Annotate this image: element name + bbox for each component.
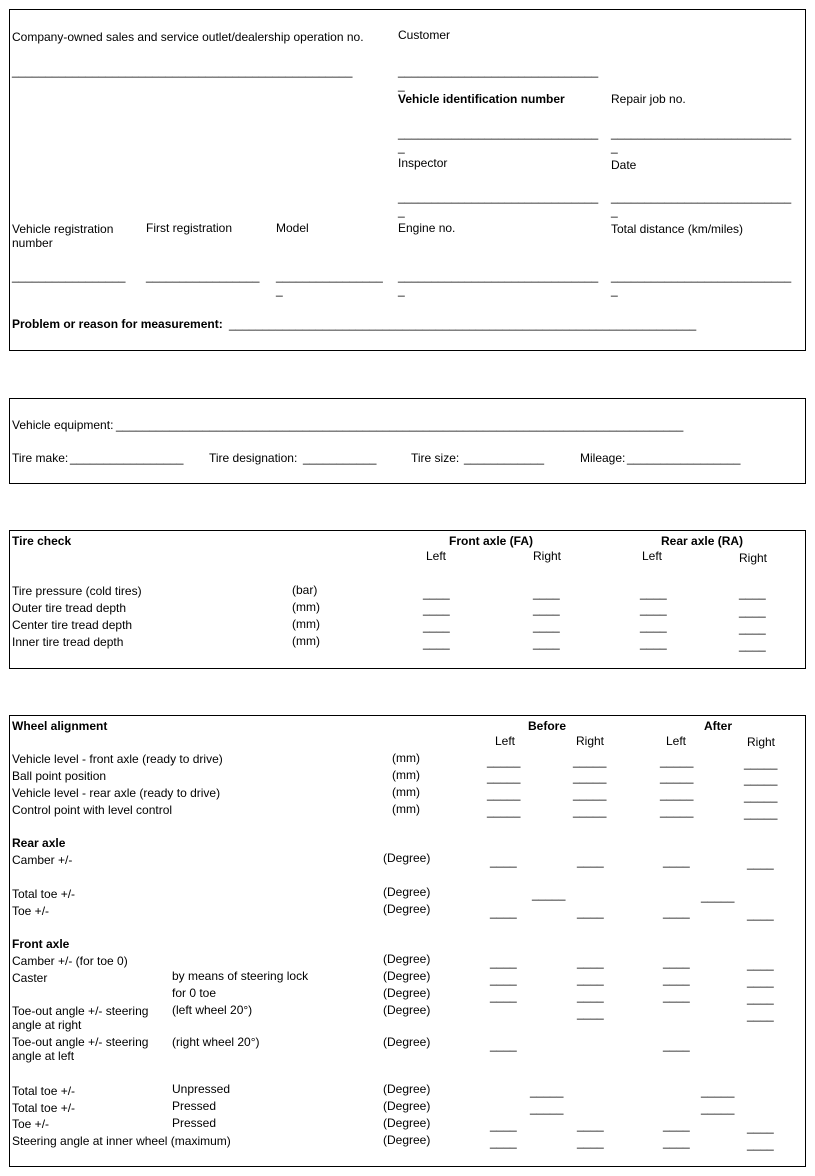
level-row-unit: (mm) (392, 768, 420, 782)
mileage-label: Mileage: (580, 451, 626, 465)
front-toe-field[interactable]: ____ (663, 1118, 690, 1132)
toe-out-left-unit: (Degree) (383, 1035, 431, 1049)
field-underline: _ (611, 204, 618, 218)
inspector-field[interactable]: ______________________________ (398, 190, 599, 204)
problem-field[interactable]: ______________________________________________________________________ (229, 317, 697, 331)
toe-out-left-line2: angle at left (12, 1049, 75, 1063)
rear-toe-field[interactable]: ____ (663, 905, 690, 919)
rear-camber-label: Camber +/- (12, 853, 73, 867)
tire-make-label: Tire make: (12, 451, 69, 465)
tire-row-unit: (bar) (292, 583, 318, 597)
outlet-field[interactable]: ___________________________________________________ (12, 64, 353, 78)
tire-value-field[interactable]: ____ (533, 586, 560, 600)
fa-left-header: Left (426, 549, 447, 563)
level-value-field[interactable]: _____ (660, 804, 694, 818)
level-value-field[interactable]: _____ (487, 787, 521, 801)
rear-total-toe-unit: (Degree) (383, 885, 431, 899)
tire-check-section (9, 530, 806, 669)
first-reg-field[interactable]: _________________ (146, 269, 260, 283)
tire-value-field[interactable]: ____ (640, 602, 667, 616)
caster-sub1-label: by means of steering lock (172, 969, 309, 983)
level-value-field[interactable]: _____ (660, 754, 694, 768)
inspector-label: Inspector (398, 156, 448, 170)
tire-row-label: Center tire tread depth (12, 618, 133, 632)
toe-out-right-unit: (Degree) (383, 1003, 431, 1017)
vin-field[interactable]: ______________________________ (398, 126, 599, 140)
caster-sub2-unit: (Degree) (383, 986, 431, 1000)
steering-angle-field[interactable]: ____ (577, 1135, 604, 1149)
caster-label: Caster (12, 971, 48, 985)
tire-row-label: Inner tire tread depth (12, 635, 124, 649)
tire-value-field[interactable]: ____ (533, 619, 560, 633)
ra-right-header: Right (739, 551, 768, 565)
wheel-alignment-title: Wheel alignment (12, 719, 108, 733)
total-toe-pressed-field[interactable]: _____ (530, 1101, 564, 1115)
vehicle-reg-label-line2: number (12, 236, 53, 250)
caster-sub2-label: for 0 toe (172, 986, 217, 1000)
repair-job-field[interactable]: ___________________________ (611, 126, 792, 140)
level-row-label: Ball point position (12, 769, 107, 783)
level-value-field[interactable]: _____ (660, 787, 694, 801)
tire-value-field[interactable]: ____ (533, 602, 560, 616)
field-underline: _ (398, 283, 405, 297)
first-reg-label: First registration (146, 221, 233, 235)
rear-toe-field[interactable]: ____ (577, 905, 604, 919)
toe-out-left-sub: (right wheel 20°) (172, 1035, 260, 1049)
equipment-section (9, 398, 806, 484)
tire-row-label: Tire pressure (cold tires) (12, 584, 142, 598)
field-underline: _ (611, 283, 618, 297)
level-value-field[interactable]: _____ (487, 804, 521, 818)
tire-row-label: Outer tire tread depth (12, 601, 127, 615)
front-camber-label: Camber +/- (for toe 0) (12, 954, 128, 968)
tire-row-unit: (mm) (292, 617, 320, 631)
level-value-field[interactable]: _____ (573, 754, 607, 768)
steering-angle-label: Steering angle at inner wheel (maximum) (12, 1134, 231, 1148)
date-field[interactable]: ___________________________ (611, 190, 792, 204)
vehicle-equipment-label: Vehicle equipment: (12, 418, 114, 432)
customer-field[interactable]: ______________________________ (398, 64, 599, 78)
toe-out-right-field[interactable]: ____ (747, 1008, 774, 1022)
field-underline: _ (398, 140, 405, 154)
rear-total-toe-field[interactable]: _____ (532, 887, 566, 901)
level-value-field[interactable]: _____ (660, 770, 694, 784)
rear-camber-field[interactable]: ____ (490, 854, 517, 868)
toe-out-right-sub: (left wheel 20°) (172, 1003, 253, 1017)
tire-value-field[interactable]: ____ (423, 636, 450, 650)
steering-angle-unit: (Degree) (383, 1133, 431, 1147)
vehicle-reg-label-line1: Vehicle registration (12, 222, 114, 236)
tire-value-field[interactable]: ____ (423, 619, 450, 633)
rear-camber-unit: (Degree) (383, 851, 431, 865)
front-toe-field[interactable]: ____ (747, 1120, 774, 1134)
ra-left-header: Left (642, 549, 663, 563)
level-value-field[interactable]: _____ (573, 787, 607, 801)
field-underline: _ (611, 140, 618, 154)
front-toe-field[interactable]: ____ (490, 1118, 517, 1132)
level-value-field[interactable]: _____ (573, 770, 607, 784)
caster-field[interactable]: ____ (663, 972, 690, 986)
total-toe-unpressed-label: Total toe +/- (12, 1084, 76, 1098)
tire-value-field[interactable]: ____ (640, 636, 667, 650)
model-label: Model (276, 221, 309, 235)
caster-zero-toe-field[interactable]: ____ (747, 991, 774, 1005)
problem-label: Problem or reason for measurement: (12, 317, 223, 331)
front-camber-field[interactable]: ____ (577, 955, 604, 969)
level-value-field[interactable]: _____ (744, 756, 778, 770)
rear-toe-unit: (Degree) (383, 902, 431, 916)
rear-camber-field[interactable]: ____ (577, 854, 604, 868)
tire-value-field[interactable]: ____ (739, 586, 766, 600)
front-camber-field[interactable]: ____ (747, 957, 774, 971)
rear-camber-field[interactable]: ____ (663, 854, 690, 868)
rear-axle-header: Rear axle (RA) (661, 534, 744, 548)
rear-camber-field[interactable]: ____ (747, 856, 774, 870)
toe-out-left-field[interactable]: ____ (490, 1038, 517, 1052)
caster-zero-toe-field[interactable]: ____ (663, 989, 690, 1003)
toe-out-left-label (12, 1035, 148, 1063)
caster-zero-toe-field[interactable]: ____ (490, 989, 517, 1003)
toe-out-right-line1: Toe-out angle +/- steering (12, 1004, 149, 1018)
total-toe-unpressed-field[interactable]: _____ (530, 1084, 564, 1098)
tire-size-label: Tire size: (411, 451, 460, 465)
total-distance-field[interactable]: ___________________________ (611, 269, 792, 283)
caster-unit: (Degree) (383, 969, 431, 983)
outlet-label: Company-owned sales and service outlet/dealership operation no. (12, 30, 364, 44)
caster-field[interactable]: ____ (577, 972, 604, 986)
before-left-header: Left (495, 734, 516, 748)
total-toe-pressed-field[interactable]: _____ (701, 1101, 735, 1115)
front-toe-field[interactable]: ____ (577, 1118, 604, 1132)
before-header: Before (528, 719, 567, 733)
tire-value-field[interactable]: ____ (640, 586, 667, 600)
field-underline: _ (398, 78, 405, 92)
tire-make-field[interactable]: _________________ (70, 451, 184, 465)
total-toe-pressed-unit: (Degree) (383, 1099, 431, 1113)
level-row-label: Control point with level control (12, 803, 173, 817)
front-camber-field[interactable]: ____ (663, 955, 690, 969)
front-camber-field[interactable]: ____ (490, 955, 517, 969)
tire-value-field[interactable]: ____ (640, 619, 667, 633)
level-row-unit: (mm) (392, 785, 420, 799)
level-value-field[interactable]: _____ (744, 806, 778, 820)
tire-value-field[interactable]: ____ (533, 636, 560, 650)
repair-job-label: Repair job no. (611, 92, 686, 106)
level-value-field[interactable]: _____ (744, 789, 778, 803)
rear-toe-field[interactable]: ____ (747, 907, 774, 921)
level-row-label: Vehicle level - front axle (ready to drive) (12, 752, 223, 766)
front-toe-unit: (Degree) (383, 1116, 431, 1130)
level-value-field[interactable]: _____ (573, 804, 607, 818)
engine-field[interactable]: ______________________________ (398, 269, 599, 283)
after-left-header: Left (666, 734, 687, 748)
pressed-sub: Pressed (172, 1099, 217, 1113)
tire-designation-label: Tire designation: (209, 451, 298, 465)
steering-angle-field[interactable]: ____ (747, 1137, 774, 1151)
rear-total-toe-label: Total toe +/- (12, 887, 76, 901)
fa-right-header: Right (533, 549, 562, 563)
tire-size-field[interactable]: ____________ (464, 451, 545, 465)
vehicle-reg-field[interactable]: _________________ (12, 269, 126, 283)
steering-angle-field[interactable]: ____ (490, 1135, 517, 1149)
before-right-header: Right (576, 734, 605, 748)
tire-value-field[interactable]: ____ (739, 621, 766, 635)
level-row-unit: (mm) (392, 751, 420, 765)
vehicle-reg-label (12, 222, 113, 250)
tire-value-field[interactable]: ____ (739, 638, 766, 652)
steering-angle-field[interactable]: ____ (663, 1135, 690, 1149)
tire-row-unit: (mm) (292, 634, 320, 648)
tire-value-field[interactable]: ____ (423, 586, 450, 600)
toe-out-left-line1: Toe-out angle +/- steering (12, 1035, 149, 1049)
front-axle-header: Front axle (FA) (449, 534, 534, 548)
tire-designation-field[interactable]: ___________ (303, 451, 377, 465)
front-camber-unit: (Degree) (383, 952, 431, 966)
toe-out-right-label (12, 1004, 148, 1032)
tire-value-field[interactable]: ____ (423, 602, 450, 616)
level-value-field[interactable]: _____ (744, 772, 778, 786)
caster-zero-toe-field[interactable]: ____ (577, 989, 604, 1003)
total-toe-pressed-label: Total toe +/- (12, 1101, 76, 1115)
customer-label: Customer (398, 28, 451, 42)
caster-field[interactable]: ____ (747, 974, 774, 988)
vin-label: Vehicle identification number (398, 92, 565, 106)
after-right-header: Right (747, 735, 776, 749)
date-label: Date (611, 158, 637, 172)
front-toe-pressed-sub: Pressed (172, 1116, 217, 1130)
level-value-field[interactable]: _____ (487, 770, 521, 784)
total-distance-label: Total distance (km/miles) (611, 222, 744, 236)
front-toe-label: Toe +/- (12, 1117, 50, 1131)
level-value-field[interactable]: _____ (487, 754, 521, 768)
toe-out-right-line2: angle at right (12, 1018, 82, 1032)
rear-total-toe-field[interactable]: _____ (701, 889, 735, 903)
tire-value-field[interactable]: ____ (739, 604, 766, 618)
rear-toe-field[interactable]: ____ (490, 905, 517, 919)
toe-out-right-field[interactable]: ____ (577, 1006, 604, 1020)
vehicle-equipment-field[interactable]: _____________________________________________________________________________________ (116, 418, 684, 432)
level-row-unit: (mm) (392, 802, 420, 816)
rear-axle-title: Rear axle (12, 836, 66, 850)
vehicle-info-section (9, 9, 806, 351)
after-header: After (704, 719, 733, 733)
engine-label: Engine no. (398, 221, 456, 235)
field-underline: _ (398, 204, 405, 218)
model-field[interactable]: ________________ (276, 269, 383, 283)
mileage-field[interactable]: _________________ (627, 451, 741, 465)
level-row-label: Vehicle level - rear axle (ready to drive) (12, 786, 221, 800)
tire-row-unit: (mm) (292, 600, 320, 614)
front-axle-title: Front axle (12, 937, 70, 951)
total-toe-unpressed-field[interactable]: _____ (701, 1084, 735, 1098)
unpressed-sub: Unpressed (172, 1082, 231, 1096)
rear-toe-label: Toe +/- (12, 904, 50, 918)
field-underline: _ (276, 283, 283, 297)
caster-field[interactable]: ____ (490, 972, 517, 986)
toe-out-left-field[interactable]: ____ (663, 1038, 690, 1052)
tire-check-title: Tire check (12, 534, 72, 548)
total-toe-unpressed-unit: (Degree) (383, 1082, 431, 1096)
